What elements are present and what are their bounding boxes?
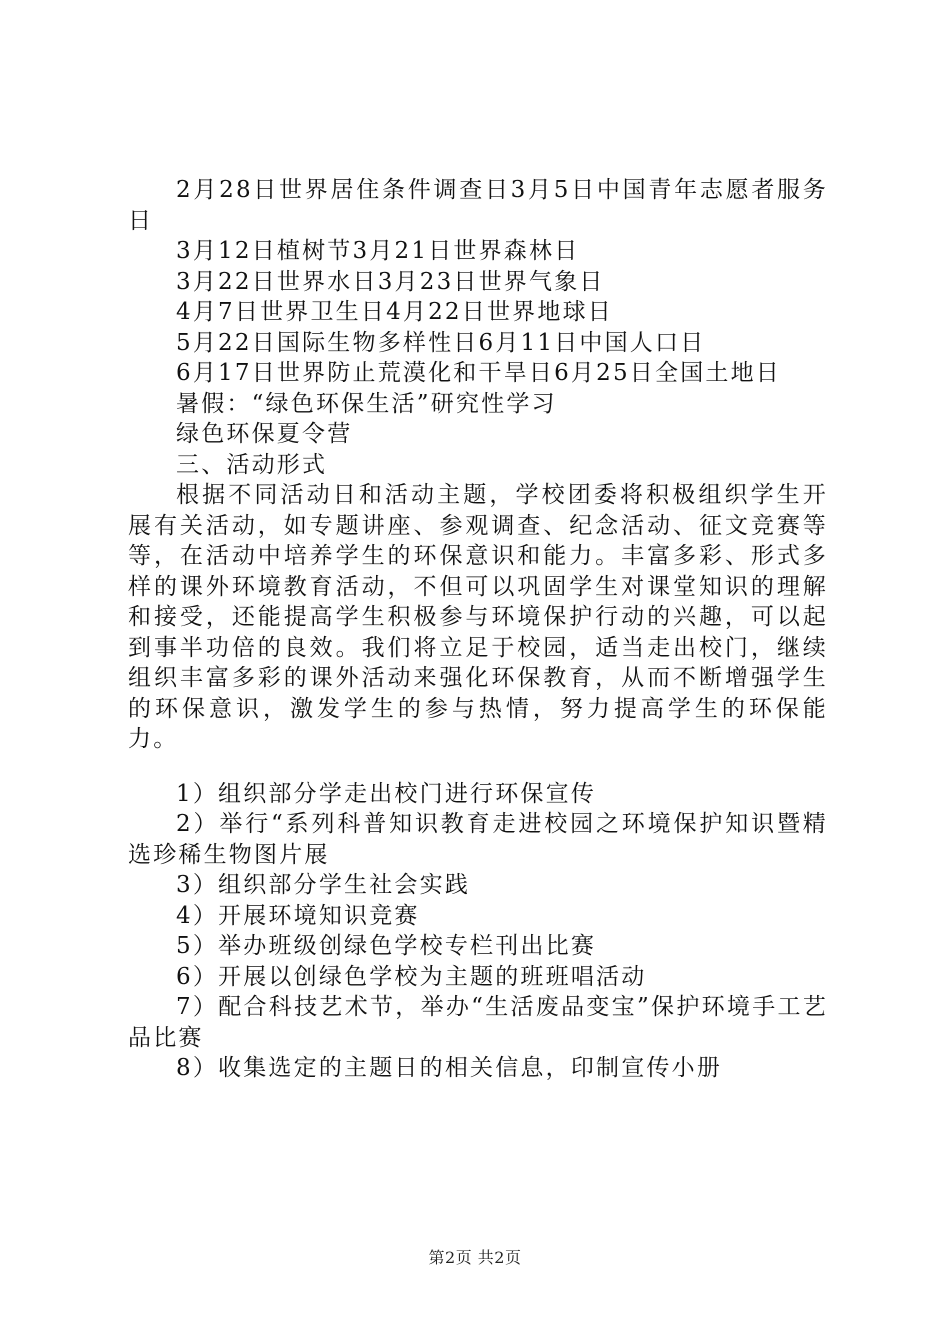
- paragraph-apr7: 4月7日世界卫生日4月22日世界地球日: [176, 299, 613, 325]
- list-item: 4）开展环境知识竞赛: [176, 902, 420, 929]
- list-item: 3）组织部分学生社会实践: [176, 872, 471, 898]
- document-body: [128, 175, 828, 1084]
- list-item: 6）开展以创绿色学校为主题的班班唱活动: [176, 963, 647, 990]
- page-footer: 第2页 共2页: [428, 1248, 522, 1267]
- paragraph-camp: 绿色环保夏令营: [176, 421, 353, 447]
- paragraph-mar22: 3月22日世界水日3月23日世界气象日: [176, 268, 605, 295]
- list-item: 5）举办班级创绿色学校专栏刊出比赛: [176, 933, 597, 959]
- paragraph-activity-description: 根据不同活动日和活动主题，学校团委将积极组织学生开展有关活动，如专题讲座、参观调查、纪念活动、征文竞赛等等，在活动中培养学生的环保意识和能力。丰富多彩、形式多样的课外环境教育活动，不但可以巩固学生对课堂知识的理解和接受，还能提高学生积极参与环境保护行动的兴趣，可以起到事半功倍的良效。我们将立足于校园，适当走出校门，继续组织丰富多彩的课外活动来强化环保教育，从而不断增强学生的环保意识，激发学生的参与热情，努力提高学生的环保能力。: [128, 482, 828, 752]
- paragraph-feb28: 2月28日世界居住条件调查日3月5日中国青年志愿者服务日: [128, 177, 828, 234]
- paragraph-summer: 暑假：“绿色环保生活”研究性学习: [176, 390, 557, 417]
- paragraph-jun17: 6月17日世界防止荒漠化和干旱日6月25日全国土地日: [176, 360, 781, 386]
- list-item: 1）组织部分学走出校门进行环保宣传: [176, 780, 597, 807]
- list-item: 7）配合科技艺术节，举办“生活废品变宝”保护环境手工艺品比赛: [128, 994, 828, 1051]
- list-item: 2）举行“系列科普知识教育走进校园之环境保护知识暨精选珍稀生物图片展: [128, 811, 828, 868]
- paragraph-may22: 5月22日国际生物多样性日6月11日中国人口日: [176, 329, 706, 356]
- list-item: 8）收集选定的主题日的相关信息，印制宣传小册: [176, 1055, 723, 1081]
- section-heading-activity-form: 三、活动形式: [176, 451, 328, 478]
- paragraph-mar12: 3月12日植树节3月21日世界森林日: [176, 238, 580, 264]
